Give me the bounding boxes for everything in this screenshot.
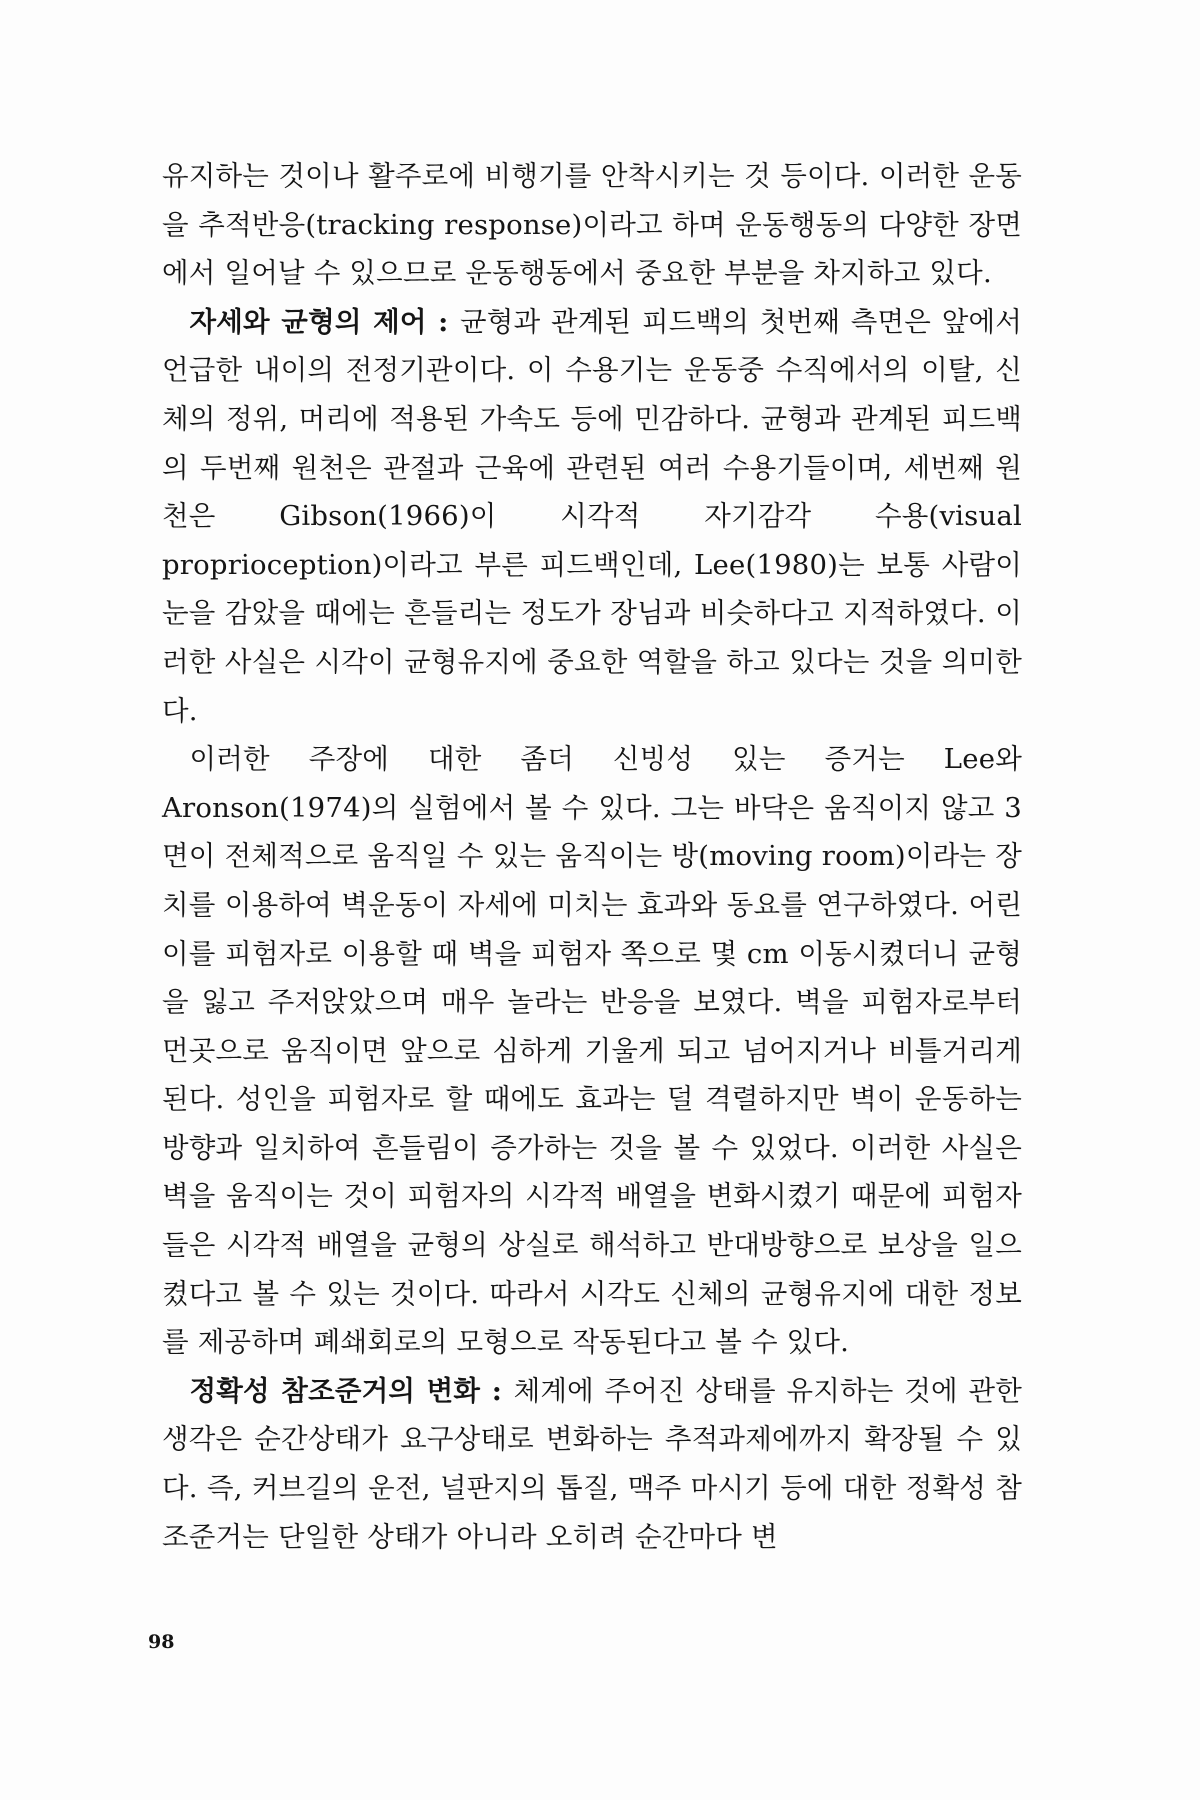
- paragraph-moving-room: [162, 735, 1022, 1367]
- paragraph-text: 이러한 주장에 대한 좀더 신빙성 있는 증거는 Lee와 Aronson(1974)의 실험에서 볼 수 있다. 그는 바닥은 움직이지 않고 3면이 전체적으로 움직일 수 있는 움직이는 방(moving room)이라는 장치를 이용하여 벽운동이 자세에 미치는 효과와 동요를 연구하였다. 어린이를 피험자로 이용할 때 벽을 피험자 쪽으로 몇 cm 이동시켰더니 균형을 잃고 주저앉았으며 매우 놀라는 반응을 보였다. 벽을 피험자로부터 먼곳으로 움직이면 앞으로 심하게 기울게 되고 넘어지거나 비틀거리게 된다. 성인을 피험자로 할 때에도 효과는 덜 격렬하지만 벽이 운동하는 방향과 일치하여 흔들림이 증가하는 것을 볼 수 있었다. 이러한 사실은 벽을 움직이는 것이 피험자의 시각적 배열을 변화시켰기 때문에 피험자들은 시각적 배열을 균형의 상실로 해석하고 반대방향으로 보상을 일으켰다고 볼 수 있는 것이다. 따라서 시각도 신체의 균형유지에 대한 정보를 제공하며 폐쇄회로의 모형으로 작동된다고 볼 수 있다.: [162, 743, 1022, 1359]
- section-heading-reference-criterion: 정확성 참조준거의 변화 :: [189, 1374, 514, 1407]
- body-text: [162, 152, 1022, 1561]
- paragraph-text: 균형과 관계된 피드백의 첫번째 측면은 앞에서 언급한 내이의 전정기관이다. 이 수용기는 운동중 수직에서의 이탈, 신체의 정위, 머리에 적용된 가속도 등에 민감하다. 균형과 관계된 피드백의 두번째 원천은 관절과 근육에 관련된 여러 수용기들이며, 세번째 원천은 Gibson(1966)이 시각적 자기감각 수용(visual proprioception)이라고 부른 피드백인데, Lee(1980)는 보통 사람이 눈을 감았을 때에는 흔들리는 정도가 장님과 비슷하다고 지적하였다. 이러한 사실은 시각이 균형유지에 중요한 역할을 하고 있다는 것을 의미한다.: [162, 305, 1022, 727]
- paragraph-posture-balance: [162, 298, 1022, 735]
- paragraph-text: 체계에 주어진 상태를 유지하는 것에 관한 생각은 순간상태가 요구상태로 변화하는 추적과제에까지 확장될 수 있다. 즉, 커브길의 운전, 널판지의 톱질, 맥주 마시기 등에 대한 정확성 참조준거는 단일한 상태가 아니라 오히려 순간마다 변: [162, 1374, 1022, 1553]
- section-heading-posture-balance: 자세와 균형의 제어 :: [189, 305, 461, 338]
- paragraph-tracking-response: [162, 152, 1022, 298]
- paragraph-text: 유지하는 것이나 활주로에 비행기를 안착시키는 것 등이다. 이러한 운동을 추적반응(tracking response)이라고 하며 운동행동의 다양한 장면에서 일어날 수 있으므로 운동행동에서 중요한 부분을 차지하고 있다.: [162, 160, 1022, 290]
- page-number: 98: [148, 1631, 175, 1653]
- paragraph-reference-criterion: [162, 1367, 1022, 1561]
